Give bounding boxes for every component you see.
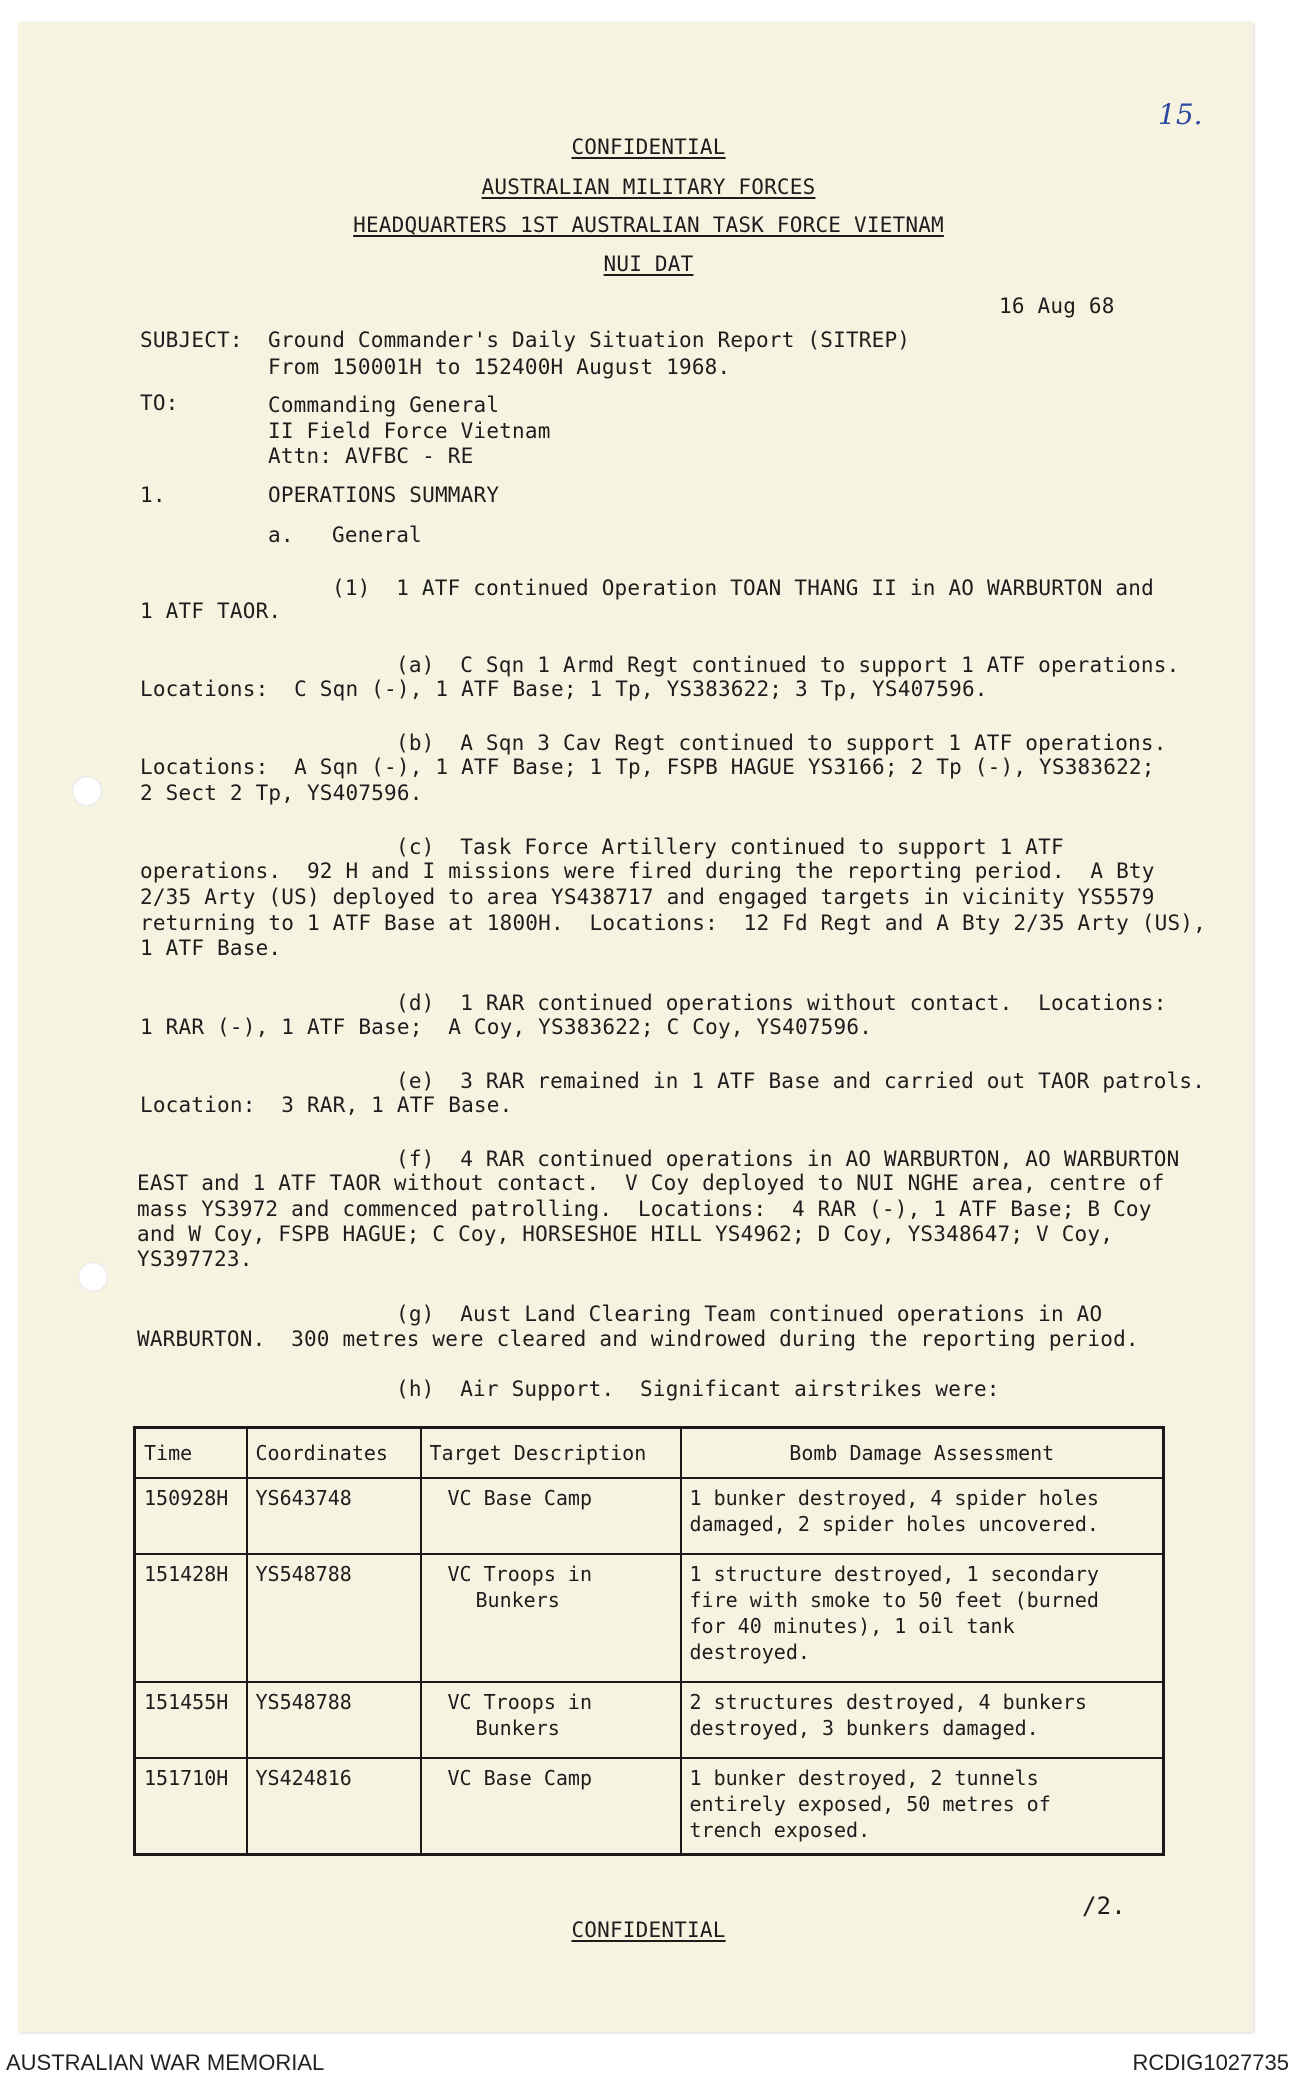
bda-line: damaged, 2 spider holes uncovered. bbox=[689, 1512, 1099, 1536]
table-header-row bbox=[135, 1428, 1164, 1479]
cell-time: 150928H bbox=[135, 1478, 247, 1554]
bda-line: trench exposed. bbox=[689, 1818, 871, 1842]
airstrike-table bbox=[133, 1426, 1165, 1856]
cell-bda bbox=[681, 1478, 1164, 1554]
cell-bda bbox=[681, 1554, 1164, 1682]
para-1-line-2: 1 ATF TAOR. bbox=[140, 599, 282, 623]
cell-time: 151455H bbox=[135, 1682, 247, 1758]
archive-reference-id: RCDIG1027735 bbox=[1132, 2050, 1289, 2075]
bda-line: fire with smoke to 50 feet (burned bbox=[689, 1588, 1099, 1612]
target-line: VC Base Camp bbox=[447, 1766, 592, 1790]
table-row bbox=[135, 1554, 1164, 1682]
header-line-2: HEADQUARTERS 1ST AUSTRALIAN TASK FORCE VIETNAM bbox=[353, 213, 944, 237]
para-b-line-2: Locations: A Sqn (-), 1 ATF Base; 1 Tp, FSPB HAGUE YS3166; 2 Tp (-), YS383622; bbox=[140, 755, 1155, 779]
bda-line: 1 bunker destroyed, 2 tunnels bbox=[689, 1766, 1039, 1790]
to-label: TO: bbox=[140, 391, 179, 415]
subsection-letter: a. bbox=[268, 523, 294, 547]
subject-line-1: Ground Commander's Daily Situation Report (SITREP) bbox=[268, 328, 911, 352]
para-c-line-5: 1 ATF Base. bbox=[140, 936, 282, 960]
classification-footer: CONFIDENTIAL bbox=[571, 1918, 726, 1942]
subsection-title: General bbox=[332, 523, 422, 547]
target-line: VC Troops in bbox=[447, 1690, 592, 1714]
para-d-line-2: 1 RAR (-), 1 ATF Base; A Coy, YS383622; C Coy, YS407596. bbox=[140, 1015, 873, 1039]
to-line-3: Attn: AVFBC - RE bbox=[268, 444, 474, 468]
table-row bbox=[135, 1682, 1164, 1758]
subject-line-2: From 150001H to 152400H August 1968. bbox=[268, 355, 731, 379]
cell-target bbox=[421, 1682, 681, 1758]
header-time: Time bbox=[135, 1428, 247, 1479]
header-target-description: Target Description bbox=[421, 1428, 681, 1479]
section-number: 1. bbox=[140, 483, 166, 507]
folio-number: 15. bbox=[1158, 98, 1203, 131]
cell-coordinates: YS548788 bbox=[247, 1682, 421, 1758]
subject-label: SUBJECT: bbox=[140, 328, 243, 352]
bda-line: destroyed, 3 bunkers damaged. bbox=[689, 1716, 1039, 1740]
para-e-line-1: (e) 3 RAR remained in 1 ATF Base and carried out TAOR patrols. bbox=[396, 1069, 1206, 1093]
para-f-line-4: and W Coy, FSPB HAGUE; C Coy, HORSESHOE HILL YS4962; D Coy, YS348647; V Coy, bbox=[137, 1222, 1114, 1246]
para-g-line-2: WARBURTON. 300 metres were cleared and windrowed during the reporting period. bbox=[137, 1327, 1139, 1351]
cell-bda bbox=[681, 1758, 1164, 1854]
para-f-line-5: YS397723. bbox=[137, 1247, 253, 1271]
cell-coordinates: YS424816 bbox=[247, 1758, 421, 1854]
header-bomb-damage-assessment: Bomb Damage Assessment bbox=[681, 1428, 1164, 1479]
cell-coordinates: YS643748 bbox=[247, 1478, 421, 1554]
punch-hole bbox=[78, 1262, 108, 1292]
cell-target bbox=[421, 1554, 681, 1682]
bda-line: entirely exposed, 50 metres of bbox=[689, 1792, 1051, 1816]
target-line: VC Troops in bbox=[447, 1562, 592, 1586]
cell-time: 151710H bbox=[135, 1758, 247, 1854]
para-b-line-1: (b) A Sqn 3 Cav Regt continued to support 1 ATF operations. bbox=[396, 731, 1167, 755]
header-line-1: AUSTRALIAN MILITARY FORCES bbox=[481, 175, 816, 199]
bda-line: for 40 minutes), 1 oil tank bbox=[689, 1614, 1015, 1638]
para-h-line-1: (h) Air Support. Significant airstrikes were: bbox=[396, 1377, 1000, 1401]
header-line-3: NUI DAT bbox=[603, 252, 694, 276]
to-line-1: Commanding General bbox=[268, 393, 500, 417]
cell-bda bbox=[681, 1682, 1164, 1758]
bda-line: destroyed. bbox=[689, 1640, 810, 1664]
para-a-line-2: Locations: C Sqn (-), 1 ATF Base; 1 Tp, YS383622; 3 Tp, YS407596. bbox=[140, 677, 988, 701]
to-line-2: II Field Force Vietnam bbox=[268, 419, 551, 443]
para-f-line-1: (f) 4 RAR continued operations in AO WARBURTON, AO WARBURTON bbox=[396, 1147, 1180, 1171]
cell-time: 151428H bbox=[135, 1554, 247, 1682]
header-coordinates: Coordinates bbox=[247, 1428, 421, 1479]
bda-line: 2 structures destroyed, 4 bunkers bbox=[689, 1690, 1087, 1714]
para-1-line-1: (1) 1 ATF continued Operation TOAN THANG II in AO WARBURTON and bbox=[332, 576, 1154, 600]
page-continuation-marker: /2. bbox=[1082, 1892, 1126, 1920]
para-d-line-1: (d) 1 RAR continued operations without contact. Locations: bbox=[396, 991, 1167, 1015]
para-f-line-3: mass YS3972 and commenced patrolling. Locations: 4 RAR (-), 1 ATF Base; B Coy bbox=[137, 1197, 1152, 1221]
document-date: 16 Aug 68 bbox=[999, 294, 1115, 318]
bda-line: 1 structure destroyed, 1 secondary bbox=[689, 1562, 1099, 1586]
para-e-line-2: Location: 3 RAR, 1 ATF Base. bbox=[140, 1093, 513, 1117]
archive-source-label: AUSTRALIAN WAR MEMORIAL bbox=[6, 2050, 325, 2075]
para-f-line-2: EAST and 1 ATF TAOR without contact. V Coy deployed to NUI NGHE area, centre of bbox=[137, 1171, 1165, 1195]
table-row bbox=[135, 1758, 1164, 1854]
para-c-line-3: 2/35 Arty (US) deployed to area YS438717 and engaged targets in vicinity YS5579 bbox=[140, 885, 1155, 909]
cell-target bbox=[421, 1758, 681, 1854]
para-c-line-2: operations. 92 H and I missions were fired during the reporting period. A Bty bbox=[140, 859, 1155, 883]
section-title: OPERATIONS SUMMARY bbox=[268, 483, 500, 507]
para-c-line-1: (c) Task Force Artillery continued to support 1 ATF bbox=[396, 835, 1064, 859]
cell-target bbox=[421, 1478, 681, 1554]
para-c-line-4: returning to 1 ATF Base at 1800H. Locations: 12 Fd Regt and A Bty 2/35 Arty (US), bbox=[140, 911, 1206, 935]
table-row bbox=[135, 1478, 1164, 1554]
target-line: VC Base Camp bbox=[447, 1486, 592, 1510]
classification-header: CONFIDENTIAL bbox=[571, 135, 726, 159]
cell-coordinates: YS548788 bbox=[247, 1554, 421, 1682]
para-a-line-1: (a) C Sqn 1 Armd Regt continued to support 1 ATF operations. bbox=[396, 653, 1180, 677]
para-b-line-3: 2 Sect 2 Tp, YS407596. bbox=[140, 781, 423, 805]
punch-hole bbox=[72, 776, 102, 806]
bda-line: 1 bunker destroyed, 4 spider holes bbox=[689, 1486, 1099, 1510]
target-line: Bunkers bbox=[475, 1588, 560, 1612]
para-g-line-1: (g) Aust Land Clearing Team continued operations in AO bbox=[396, 1302, 1103, 1326]
target-line: Bunkers bbox=[475, 1716, 560, 1740]
